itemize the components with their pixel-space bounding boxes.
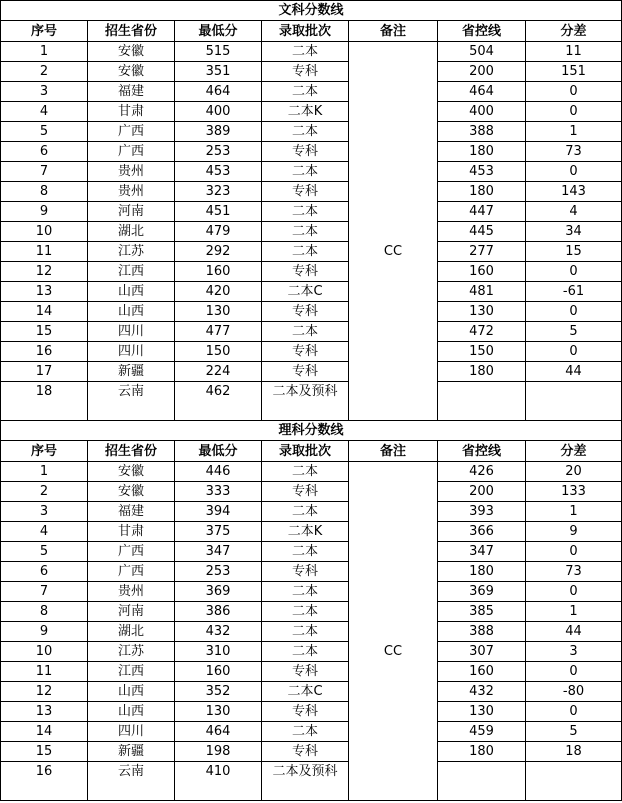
control-line: 130	[438, 302, 526, 322]
score-difference	[526, 762, 622, 801]
min-score: 323	[175, 182, 262, 202]
row-index: 11	[1, 662, 88, 682]
remark	[349, 362, 438, 382]
row-index: 7	[1, 582, 88, 602]
province: 广西	[88, 562, 175, 582]
remark	[349, 62, 438, 82]
score-difference: 133	[526, 482, 622, 502]
remark	[349, 562, 438, 582]
control-line: 160	[438, 662, 526, 682]
admission-batch: 二本C	[262, 282, 349, 302]
row-index: 16	[1, 762, 88, 801]
control-line: 277	[438, 242, 526, 262]
remark	[349, 722, 438, 742]
province: 安徽	[88, 62, 175, 82]
control-line: 388	[438, 622, 526, 642]
score-difference	[526, 382, 622, 421]
control-line: 347	[438, 542, 526, 562]
min-score: 130	[175, 702, 262, 722]
table-row	[1, 82, 622, 102]
score-difference: 4	[526, 202, 622, 222]
table-row	[1, 562, 622, 582]
remark	[349, 602, 438, 622]
min-score: 394	[175, 502, 262, 522]
table-row	[1, 62, 622, 82]
score-difference: 0	[526, 102, 622, 122]
admission-batch: 二本	[262, 602, 349, 622]
row-index: 2	[1, 482, 88, 502]
min-score: 160	[175, 262, 262, 282]
control-line: 453	[438, 162, 526, 182]
control-line: 445	[438, 222, 526, 242]
table-row	[1, 342, 622, 362]
col-header-difference: 分差	[526, 441, 622, 462]
admission-batch: 专科	[262, 62, 349, 82]
score-difference: 11	[526, 42, 622, 62]
min-score: 479	[175, 222, 262, 242]
score-difference: -80	[526, 682, 622, 702]
remark	[349, 742, 438, 762]
row-index: 14	[1, 302, 88, 322]
control-line: 200	[438, 482, 526, 502]
min-score: 253	[175, 142, 262, 162]
province: 新疆	[88, 362, 175, 382]
province: 湖北	[88, 622, 175, 642]
admission-batch: 二本	[262, 462, 349, 482]
min-score: 150	[175, 342, 262, 362]
col-header-difference: 分差	[526, 21, 622, 42]
admission-batch: 二本	[262, 502, 349, 522]
row-index: 16	[1, 342, 88, 362]
remark: CC	[349, 642, 438, 662]
remark	[349, 302, 438, 322]
score-table-body	[1, 1, 622, 801]
remark	[349, 42, 438, 62]
admission-batch: 二本	[262, 222, 349, 242]
like-title: 理科分数线	[1, 421, 622, 441]
table-row	[1, 482, 622, 502]
admission-batch: 专科	[262, 142, 349, 162]
row-index: 9	[1, 202, 88, 222]
row-index: 14	[1, 722, 88, 742]
score-difference: 73	[526, 562, 622, 582]
province: 安徽	[88, 42, 175, 62]
min-score: 253	[175, 562, 262, 582]
province: 江西	[88, 262, 175, 282]
min-score: 347	[175, 542, 262, 562]
province: 山西	[88, 702, 175, 722]
province: 福建	[88, 82, 175, 102]
min-score: 369	[175, 582, 262, 602]
admission-batch: 专科	[262, 702, 349, 722]
remark	[349, 502, 438, 522]
control-line: 180	[438, 142, 526, 162]
table-row	[1, 762, 622, 801]
table-row	[1, 502, 622, 522]
remark	[349, 382, 438, 421]
score-difference: 73	[526, 142, 622, 162]
score-difference: 0	[526, 302, 622, 322]
control-line: 180	[438, 362, 526, 382]
control-line: 130	[438, 702, 526, 722]
table-row	[1, 382, 622, 421]
min-score: 464	[175, 722, 262, 742]
table-row	[1, 182, 622, 202]
province: 甘肃	[88, 102, 175, 122]
row-index: 6	[1, 562, 88, 582]
row-index: 6	[1, 142, 88, 162]
admission-batch: 专科	[262, 182, 349, 202]
like-header-row	[1, 441, 622, 462]
score-difference: 0	[526, 582, 622, 602]
control-line: 459	[438, 722, 526, 742]
table-row	[1, 102, 622, 122]
table-row	[1, 722, 622, 742]
min-score: 352	[175, 682, 262, 702]
row-index: 3	[1, 502, 88, 522]
admission-batch: 二本K	[262, 522, 349, 542]
admission-batch: 二本及预科	[262, 382, 349, 421]
remark	[349, 542, 438, 562]
row-index: 4	[1, 522, 88, 542]
col-header-control-line: 省控线	[438, 21, 526, 42]
min-score: 446	[175, 462, 262, 482]
control-line: 180	[438, 742, 526, 762]
score-difference: 151	[526, 62, 622, 82]
remark: CC	[349, 242, 438, 262]
col-header-control-line: 省控线	[438, 441, 526, 462]
control-line: 393	[438, 502, 526, 522]
province: 河南	[88, 202, 175, 222]
admission-batch: 二本K	[262, 102, 349, 122]
table-row	[1, 302, 622, 322]
admission-batch: 二本及预科	[262, 762, 349, 801]
score-difference: 5	[526, 322, 622, 342]
province: 山西	[88, 282, 175, 302]
min-score: 464	[175, 82, 262, 102]
province: 云南	[88, 382, 175, 421]
remark	[349, 202, 438, 222]
control-line: 307	[438, 642, 526, 662]
min-score: 224	[175, 362, 262, 382]
admission-batch: 二本	[262, 42, 349, 62]
score-difference: 15	[526, 242, 622, 262]
province: 四川	[88, 322, 175, 342]
table-row	[1, 282, 622, 302]
table-row	[1, 682, 622, 702]
score-difference: 1	[526, 602, 622, 622]
min-score: 432	[175, 622, 262, 642]
admission-batch: 专科	[262, 342, 349, 362]
remark	[349, 482, 438, 502]
row-index: 18	[1, 382, 88, 421]
score-difference: 5	[526, 722, 622, 742]
province: 山西	[88, 302, 175, 322]
province: 新疆	[88, 742, 175, 762]
min-score: 515	[175, 42, 262, 62]
table-row	[1, 622, 622, 642]
score-difference: 9	[526, 522, 622, 542]
admission-batch: 专科	[262, 562, 349, 582]
control-line	[438, 382, 526, 421]
admission-batch: 二本	[262, 642, 349, 662]
admission-batch: 二本	[262, 722, 349, 742]
province: 广西	[88, 122, 175, 142]
row-index: 2	[1, 62, 88, 82]
table-row	[1, 322, 622, 342]
table-row	[1, 582, 622, 602]
province: 云南	[88, 762, 175, 801]
row-index: 8	[1, 602, 88, 622]
province: 广西	[88, 542, 175, 562]
remark	[349, 682, 438, 702]
admission-batch: 专科	[262, 302, 349, 322]
province: 四川	[88, 342, 175, 362]
wenke-title-row	[1, 1, 622, 21]
row-index: 17	[1, 362, 88, 382]
col-header-province: 招生省份	[88, 21, 175, 42]
admission-batch: 专科	[262, 362, 349, 382]
min-score: 420	[175, 282, 262, 302]
remark	[349, 262, 438, 282]
score-difference: 0	[526, 342, 622, 362]
row-index: 13	[1, 702, 88, 722]
province: 甘肃	[88, 522, 175, 542]
province: 河南	[88, 602, 175, 622]
remark	[349, 462, 438, 482]
score-difference: 0	[526, 542, 622, 562]
control-line: 504	[438, 42, 526, 62]
control-line: 447	[438, 202, 526, 222]
score-difference: 0	[526, 662, 622, 682]
control-line: 400	[438, 102, 526, 122]
min-score: 310	[175, 642, 262, 662]
province: 山西	[88, 682, 175, 702]
min-score: 130	[175, 302, 262, 322]
remark	[349, 322, 438, 342]
control-line: 385	[438, 602, 526, 622]
wenke-header-row	[1, 21, 622, 42]
score-difference: 1	[526, 502, 622, 522]
admission-batch: 二本	[262, 542, 349, 562]
min-score: 462	[175, 382, 262, 421]
remark	[349, 662, 438, 682]
table-row	[1, 522, 622, 542]
remark	[349, 82, 438, 102]
province: 贵州	[88, 582, 175, 602]
table-row	[1, 742, 622, 762]
score-difference: 0	[526, 162, 622, 182]
score-difference: 0	[526, 702, 622, 722]
col-header-remark: 备注	[349, 441, 438, 462]
province: 贵州	[88, 182, 175, 202]
control-line: 388	[438, 122, 526, 142]
control-line: 481	[438, 282, 526, 302]
min-score: 451	[175, 202, 262, 222]
control-line: 180	[438, 562, 526, 582]
remark	[349, 762, 438, 801]
min-score: 410	[175, 762, 262, 801]
control-line: 150	[438, 342, 526, 362]
control-line: 200	[438, 62, 526, 82]
col-header-index: 序号	[1, 21, 88, 42]
admission-batch: 二本	[262, 582, 349, 602]
score-difference: 44	[526, 622, 622, 642]
row-index: 5	[1, 122, 88, 142]
admission-batch: 二本	[262, 162, 349, 182]
table-row	[1, 42, 622, 62]
admission-batch: 专科	[262, 482, 349, 502]
table-row	[1, 362, 622, 382]
score-difference: 44	[526, 362, 622, 382]
score-difference: 0	[526, 82, 622, 102]
min-score: 160	[175, 662, 262, 682]
table-row	[1, 462, 622, 482]
remark	[349, 122, 438, 142]
province: 江苏	[88, 642, 175, 662]
min-score: 198	[175, 742, 262, 762]
min-score: 375	[175, 522, 262, 542]
province: 广西	[88, 142, 175, 162]
score-difference: 3	[526, 642, 622, 662]
control-line	[438, 762, 526, 801]
row-index: 11	[1, 242, 88, 262]
province: 安徽	[88, 482, 175, 502]
control-line: 369	[438, 582, 526, 602]
score-difference: 18	[526, 742, 622, 762]
col-header-min-score: 最低分	[175, 21, 262, 42]
col-header-min-score: 最低分	[175, 441, 262, 462]
control-line: 180	[438, 182, 526, 202]
row-index: 12	[1, 682, 88, 702]
row-index: 10	[1, 222, 88, 242]
like-title-row	[1, 421, 622, 441]
row-index: 15	[1, 322, 88, 342]
province: 安徽	[88, 462, 175, 482]
remark	[349, 182, 438, 202]
table-row	[1, 262, 622, 282]
min-score: 351	[175, 62, 262, 82]
table-row	[1, 642, 622, 662]
score-difference: 20	[526, 462, 622, 482]
remark	[349, 142, 438, 162]
col-header-batch: 录取批次	[262, 441, 349, 462]
remark	[349, 622, 438, 642]
province: 贵州	[88, 162, 175, 182]
score-difference: 0	[526, 262, 622, 282]
control-line: 432	[438, 682, 526, 702]
admission-batch: 二本	[262, 322, 349, 342]
table-row	[1, 162, 622, 182]
control-line: 426	[438, 462, 526, 482]
row-index: 4	[1, 102, 88, 122]
admission-batch: 二本	[262, 622, 349, 642]
province: 福建	[88, 502, 175, 522]
control-line: 160	[438, 262, 526, 282]
remark	[349, 342, 438, 362]
min-score: 389	[175, 122, 262, 142]
min-score: 400	[175, 102, 262, 122]
table-row	[1, 142, 622, 162]
score-difference: 34	[526, 222, 622, 242]
row-index: 9	[1, 622, 88, 642]
row-index: 7	[1, 162, 88, 182]
province: 湖北	[88, 222, 175, 242]
min-score: 333	[175, 482, 262, 502]
admission-batch: 二本C	[262, 682, 349, 702]
remark	[349, 702, 438, 722]
row-index: 15	[1, 742, 88, 762]
col-header-remark: 备注	[349, 21, 438, 42]
min-score: 292	[175, 242, 262, 262]
row-index: 10	[1, 642, 88, 662]
row-index: 13	[1, 282, 88, 302]
remark	[349, 222, 438, 242]
admission-batch: 专科	[262, 262, 349, 282]
control-line: 366	[438, 522, 526, 542]
remark	[349, 102, 438, 122]
admission-batch: 二本	[262, 82, 349, 102]
table-row	[1, 702, 622, 722]
admission-batch: 二本	[262, 122, 349, 142]
admission-batch: 专科	[262, 662, 349, 682]
province: 四川	[88, 722, 175, 742]
table-row	[1, 542, 622, 562]
score-difference: 1	[526, 122, 622, 142]
row-index: 3	[1, 82, 88, 102]
table-row	[1, 202, 622, 222]
remark	[349, 162, 438, 182]
table-row	[1, 242, 622, 262]
admission-batch: 二本	[262, 242, 349, 262]
row-index: 1	[1, 462, 88, 482]
row-index: 8	[1, 182, 88, 202]
row-index: 5	[1, 542, 88, 562]
min-score: 477	[175, 322, 262, 342]
table-row	[1, 122, 622, 142]
score-difference: -61	[526, 282, 622, 302]
remark	[349, 582, 438, 602]
table-row	[1, 602, 622, 622]
admission-batch: 二本	[262, 202, 349, 222]
row-index: 1	[1, 42, 88, 62]
table-row	[1, 662, 622, 682]
col-header-batch: 录取批次	[262, 21, 349, 42]
admission-batch: 专科	[262, 742, 349, 762]
province: 江苏	[88, 242, 175, 262]
remark	[349, 282, 438, 302]
score-difference: 143	[526, 182, 622, 202]
control-line: 472	[438, 322, 526, 342]
row-index: 12	[1, 262, 88, 282]
min-score: 386	[175, 602, 262, 622]
table-row	[1, 222, 622, 242]
province: 江西	[88, 662, 175, 682]
wenke-title: 文科分数线	[1, 1, 622, 21]
col-header-province: 招生省份	[88, 441, 175, 462]
col-header-index: 序号	[1, 441, 88, 462]
remark	[349, 522, 438, 542]
min-score: 453	[175, 162, 262, 182]
control-line: 464	[438, 82, 526, 102]
